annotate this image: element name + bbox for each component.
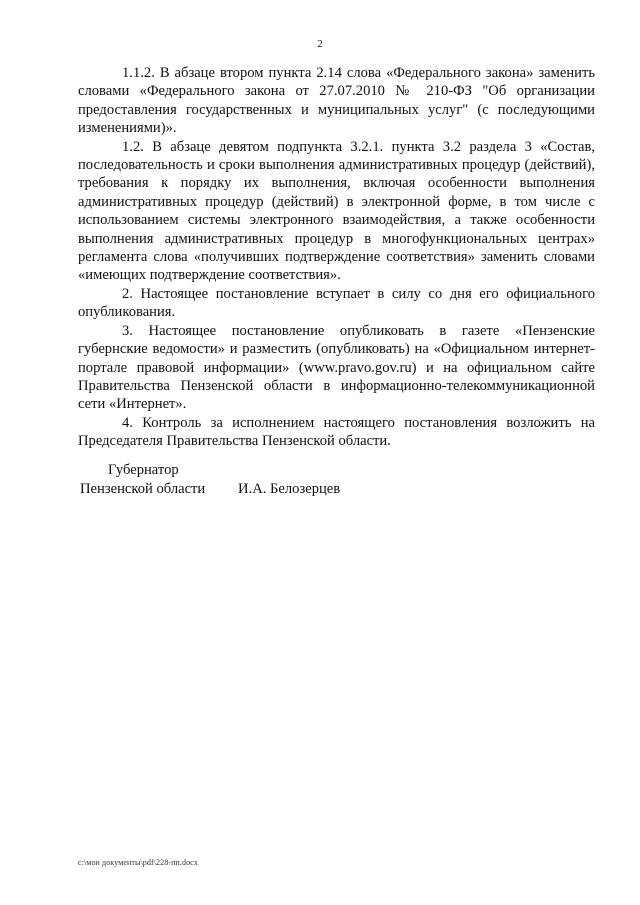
paragraph-1-1-2: 1.1.2. В абзаце втором пункта 2.14 слова «Федерального закона» заменить словами «Федерального закона от 27.07.2010 № 210-ФЗ "Об организации предоставления государственных и муниципальных услуг" (с последующими изменениями)». [78,65,595,137]
signature-row [80,480,440,499]
paragraph-1-2: 1.2. В абзаце девятом подпункта 3.2.1. пункта 3.2 раздела 3 «Состав, последовательность и сроки выполнения административных процедур (действий), требования к порядку их выполнения, включая особенности выполнения административных процедур (действий) в электронной форме, в том числе с использованием системы электронного взаимодействия, а также особенности выполнения административных процедур в многофункциональных центрах» регламента слова «получивших подтверждение соответствия» заменить словами «имеющих подтверждение соответствия». [78,138,595,284]
signatory-position-line2: Пензенской области [80,481,206,497]
signature-block [80,461,440,499]
paragraph-4: 4. Контроль за исполнением настоящего постановления возложить на Председателя Правительства Пензенской области. [78,414,595,450]
document-body [78,64,595,451]
signatory-position-line1: Губернатор [108,462,179,478]
footer-file-path: c:\мои документы\pdf\228-пп.docx [78,858,198,867]
signatory-name: И.А. Белозерцев [238,481,341,497]
paragraph-2: 2. Настоящее постановление вступает в силу со дня его официального опубликования. [78,285,595,321]
paragraph-3: 3. Настоящее постановление опубликовать в газете «Пензенские губернские ведомости» и разместить (опубликовать) на «Официальном интернет-портале правовой информации» (www.pravo.gov.ru) и на официальном сайте Правительства Пензенской области в информационно-телекоммуникационной сети «Интернет». [78,322,595,413]
page-number: 2 [317,38,323,50]
